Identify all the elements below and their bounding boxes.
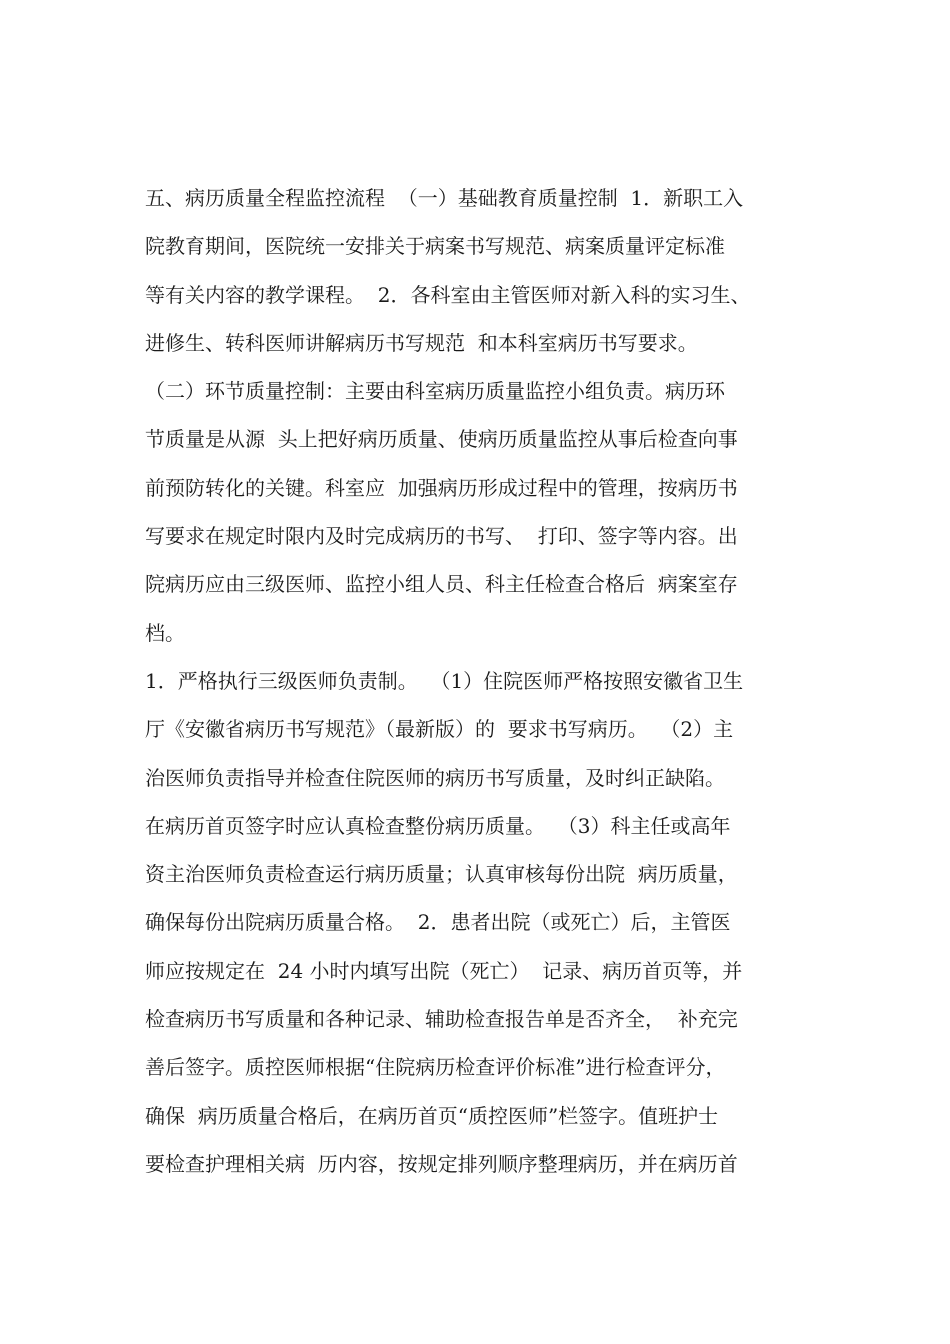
text-line: 师应按规定在 24 小时内填写出院（死亡） 记录、病历首页等，并 <box>145 958 743 983</box>
text-line: 前预防转化的关键。科室应 加强病历形成过程中的管理，按病历书 <box>145 475 738 500</box>
text-line: 五、病历质量全程监控流程 （一）基础教育质量控制 1．新职工入 <box>145 186 744 210</box>
text-line: 院教育期间，医院统一安排关于病案书写规范、病案质量评定标准 <box>145 234 725 259</box>
text-line: 写要求在规定时限内及时完成病历的书写、 打印、签字等内容。出 <box>145 524 738 549</box>
text-line: 厅《安徽省病历书写规范》（最新版）的 要求书写病历。 （2）主 <box>145 717 734 742</box>
text-line: 1．严格执行三级医师负责制。 （1）住院医师严格按照安徽省卫生 <box>145 668 744 693</box>
text-line: 等有关内容的教学课程。 2．各科室由主管医师对新入科的实习生、 <box>145 282 751 307</box>
text-line: 治医师负责指导并检查住院医师的病历书写质量，及时纠正缺陷。 <box>145 765 725 790</box>
text-line: 档。 <box>145 620 185 645</box>
text-line: 确保每份出院病历质量合格。 2．患者出院（或死亡）后，主管医 <box>145 910 731 935</box>
text-line: 节质量是从源 头上把好病历质量、使病历质量监控从事后检查向事 <box>145 427 738 452</box>
text-line: 确保 病历质量合格后，在病历首页“质控医师”栏签字。值班护士 <box>145 1103 719 1128</box>
text-line: 进修生、转科医师讲解病历书写规范 和本科室病历书写要求。 <box>145 330 698 355</box>
document-body-text <box>145 174 865 1188</box>
text-line: 检查病历书写质量和各种记录、辅助检查报告单是否齐全， 补充完 <box>145 1007 738 1032</box>
text-line: 资主治医师负责检查运行病历质量；认真审核每份出院 病历质量， <box>145 862 738 887</box>
text-line: 善后签字。质控医师根据“住院病历检查评价标准”进行检查评分， <box>145 1055 726 1080</box>
text-line: 要检查护理相关病 历内容，按规定排列顺序整理病历，并在病历首 <box>145 1151 738 1176</box>
text-line: 院病历应由三级医师、监控小组人员、科主任检查合格后 病案室存 <box>145 572 738 597</box>
text-line: （二）环节质量控制：主要由科室病历质量监控小组负责。病历环 <box>145 379 725 404</box>
text-line: 在病历首页签字时应认真检查整份病历质量。 （3）科主任或高年 <box>145 813 731 838</box>
